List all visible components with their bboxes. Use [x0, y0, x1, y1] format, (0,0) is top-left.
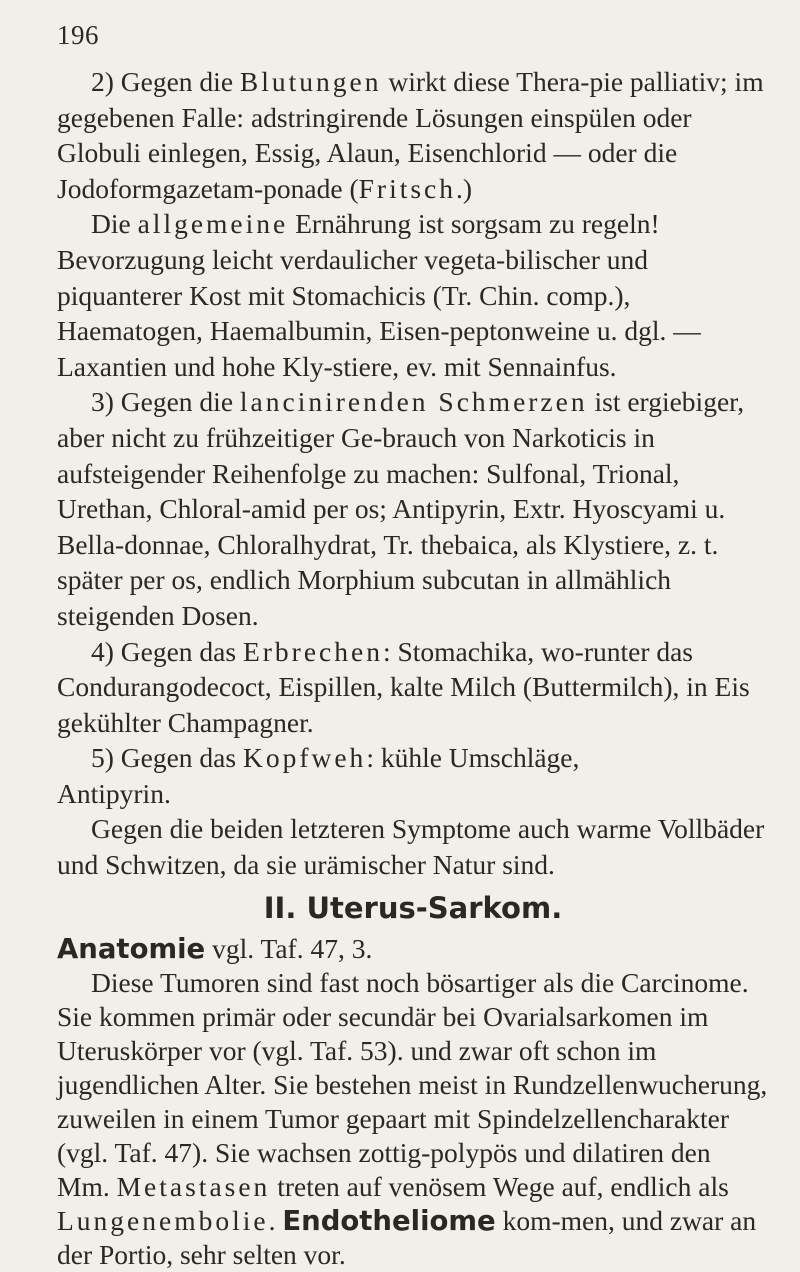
page-number: 196: [57, 20, 99, 50]
bold-term: Anatomie: [57, 933, 206, 966]
bold-term: Endotheliome: [282, 1205, 496, 1238]
spaced-term: Metastasen: [116, 1171, 271, 1203]
paragraph-antipyrin: Antipyrin.: [57, 777, 171, 809]
text-run: treten auf venösem Wege auf, endlich als: [270, 1171, 729, 1203]
paragraph-anatomie: [57, 932, 769, 966]
text-run: 4) Gegen das: [91, 635, 243, 667]
text-run: kom-men, und zwar an der Portio, sehr selten vor.: [57, 1205, 757, 1271]
text-body: [57, 64, 769, 1272]
text-run: vgl. Taf. 47, 3.: [205, 933, 373, 965]
text-run: ist ergiebiger, aber nicht zu frühzeitiger Ge-brauch von Narkoticis in aufsteigender Reihenfolge zu machen: Sulfonal, Trional, Urethan, Chloral-amid per os; Antipyrin, Extr. Hyoscyami u. Bella-donnae, Chloralhydrat, Tr. thebaica, als Klystiere, z. t. später per os, endlich Morphium subcutan in allmählich steigenden Dosen.: [57, 386, 745, 631]
paragraph-blutungen: [57, 64, 769, 206]
text-run: : kühle Umschläge,: [366, 742, 580, 774]
paragraph-schmerzen: [57, 384, 769, 633]
text-run: 5) Gegen das: [91, 742, 243, 774]
paragraph-tumoren: [57, 966, 769, 1272]
text-run: 2) Gegen die: [91, 66, 240, 97]
spaced-term: Blutungen: [239, 66, 382, 97]
text-run: 3) Gegen die: [91, 386, 240, 418]
paragraph-kopfweh: [57, 740, 769, 776]
spaced-term: Kopfweh: [242, 742, 367, 774]
section-heading: II. Uterus-Sarkom.: [263, 890, 563, 925]
paragraph-symptome: Gegen die beiden letzteren Symptome auch warme Vollbäder und Schwitzen, da sie urämischer Natur sind.: [57, 813, 765, 881]
paragraph-erbrechen: [57, 634, 769, 741]
text-run: Die: [91, 208, 138, 240]
spaced-term: lancinirenden Schmerzen: [239, 386, 588, 418]
text-run: Diese Tumoren sind fast noch bösartiger als die Carcinome. Sie kommen primär oder secundär bei Ovarialsarkomen im Uteruskörper vor (vgl. Taf. 53). und zwar oft schon im jugendlichen Alter. Sie bestehen meist in Rundzellenwucherung, zuweilen in einem Tumor gepaart mit Spindelzellencharakter (vgl. Taf. 47). Sie wachsen zottig-polypös und dilatiren den Mm.: [57, 967, 768, 1203]
text-run: .): [456, 172, 473, 204]
paragraph-ernaehrung: [57, 206, 769, 384]
spaced-term: allgemeine: [137, 208, 289, 240]
text-run: wirkt diese Thera-pie palliativ; im gegebenen Falle: adstringirende Lösungen einspülen oder Globuli einlegen, Essig, Alaun, Eisenchlorid — oder die Jodoformgazetam-ponade (: [57, 66, 764, 204]
text-run: : Stomachika, wo-runter das Condurangodecoct, Eispillen, kalte Milch (Buttermilch), in Eis gekühlter Champagner.: [57, 635, 750, 738]
spaced-term: Lungenembolie: [57, 1205, 269, 1237]
text-run: .: [268, 1205, 283, 1237]
spaced-author: Fritsch: [358, 172, 457, 204]
spaced-term: Erbrechen: [242, 635, 383, 667]
text-run: Ernährung ist sorgsam zu regeln! Bevorzugung leicht verdaulicher vegeta-bilischer und piquanterer Kost mit Stomachicis (Tr. Chin. comp.), Haematogen, Haemalbumin, Eisen-peptonweine u. dgl. — Laxantien und hohe Kly-stiere, ev. mit Sennainfus.: [57, 208, 701, 382]
